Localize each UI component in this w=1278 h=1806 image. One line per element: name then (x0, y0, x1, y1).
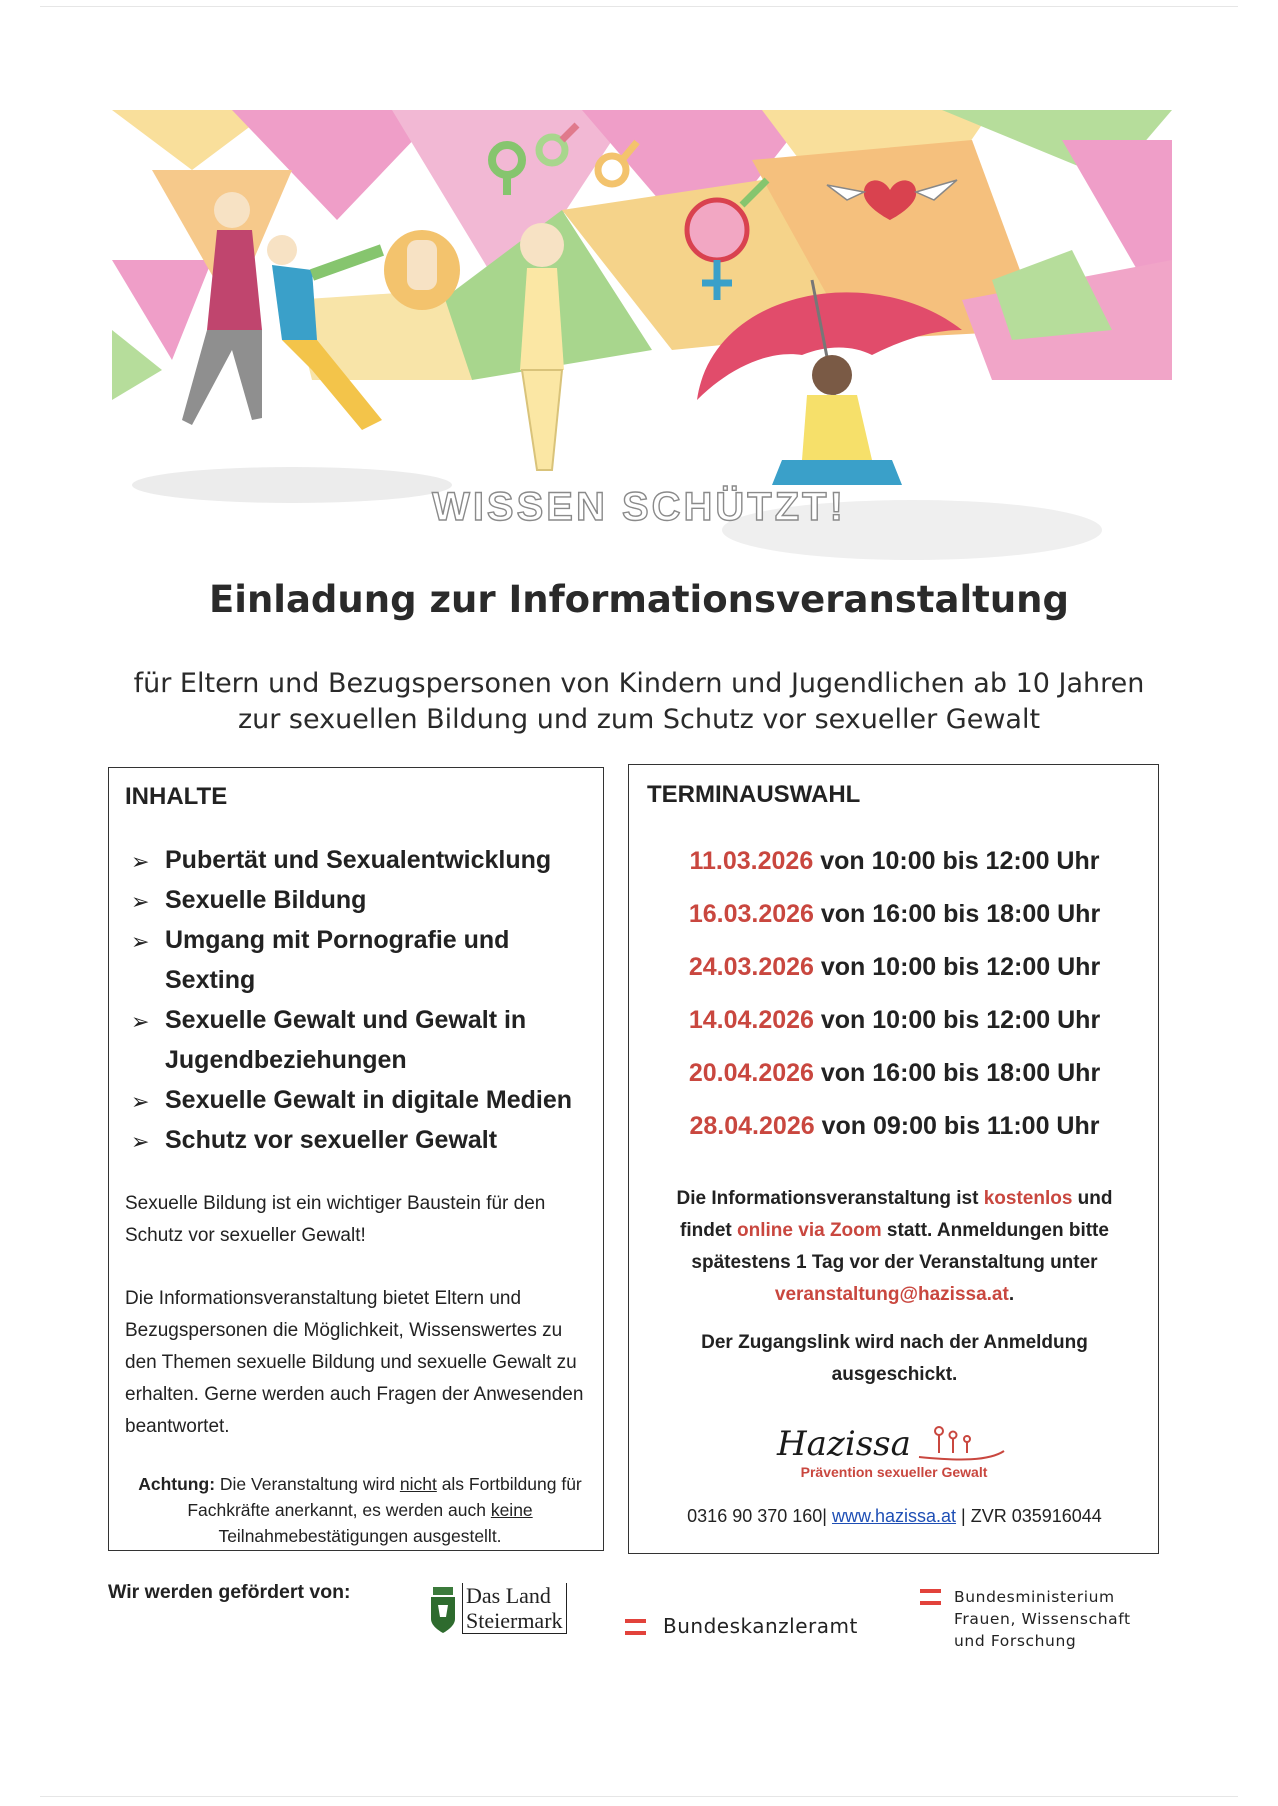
page-title: Einladung zur Informationsveranstaltung (208, 578, 1069, 621)
ministry-line-1: Bundesministerium (954, 1588, 1115, 1606)
notice-nicht: nicht (399, 1474, 437, 1494)
steiermark-crest-icon (428, 1587, 458, 1635)
topic-item: ➢ Sexuelle Gewalt in digitale Medien (125, 1080, 595, 1120)
phone-number: 0316 90 370 160| (687, 1506, 827, 1526)
email-address[interactable]: veranstaltung@hazissa.at (774, 1284, 1009, 1305)
notice-text: Achtung: Die Veranstaltung wird nicht als Fortbildung für Fachkräfte anerkannt, es werden auch keine Teilnahmebestätigungen ausgestellt. (138, 1474, 582, 1546)
terminauswahl-heading: TERMINAUSWAHL (647, 781, 861, 808)
date-list (629, 835, 1160, 1153)
ministry-line-3: und Forschung (954, 1632, 1077, 1650)
event-description: Die Informationsveranstaltung bietet Eltern und Bezugspersonen die Möglichkeit, Wissenswertes zu den Themen sexuelle Bildung und sexuelle Gewalt zu erhalten. Gerne werden auch Fragen der Anwesenden beantwortet. (125, 1288, 584, 1437)
zvr-number: | ZVR 035916044 (956, 1506, 1102, 1526)
inhalte-box (108, 767, 604, 1551)
page-bottom-border (40, 1796, 1238, 1797)
austria-flag-icon (920, 1589, 941, 1603)
arrow-bullet-icon: ➢ (131, 1129, 150, 1154)
date-item: 16.03.2026 von 16:00 bis 18:00 Uhr (688, 900, 1101, 928)
date-item: 24.03.2026 von 10:00 bis 12:00 Uhr (688, 953, 1101, 981)
bundeskanzleramt-logo (625, 1614, 858, 1638)
registration-info: Die Informationsveranstaltung ist kostenlos und findet online via Zoom statt. Anmeldungen bitte spätestens 1 Tag vor der Veranstaltung unter veranstaltung@hazissa.at. (676, 1188, 1113, 1305)
sponsors-label: Wir werden gefördert von: (108, 1581, 351, 1603)
bundesministerium-logo (920, 1586, 1131, 1652)
subtitle-line-1: für Eltern und Bezugspersonen von Kindern und Jugendlichen ab 10 Jahren (133, 668, 1145, 699)
date-item: 28.04.2026 von 09:00 bis 11:00 Uhr (689, 1112, 1100, 1140)
hazissa-wordmark: Hazissa (777, 1424, 911, 1464)
steiermark-line-1: Das Land (466, 1583, 551, 1608)
notice-prefix: Achtung: (138, 1474, 216, 1494)
topic-item: ➢ Sexuelle Bildung (125, 880, 595, 920)
arrow-bullet-icon: ➢ (131, 889, 150, 914)
topic-item: ➢ Umgang mit Pornografie und Sexting (125, 920, 595, 1000)
kostenlos-highlight: kostenlos (983, 1188, 1073, 1209)
bildung-statement: Sexuelle Bildung ist ein wichtiger Baustein für den Schutz vor sexueller Gewalt! (125, 1193, 546, 1246)
bundeskanzleramt-name: Bundeskanzleramt (663, 1614, 858, 1638)
topic-item: ➢ Sexuelle Gewalt und Gewalt in Jugendbeziehungen (125, 1000, 595, 1080)
steiermark-logo (428, 1583, 568, 1639)
date-item: 14.04.2026 von 10:00 bis 12:00 Uhr (688, 1006, 1101, 1034)
page-top-border (40, 6, 1238, 7)
date-item: 11.03.2026 von 10:00 bis 12:00 Uhr (689, 847, 1100, 875)
hazissa-tagline: Prävention sexueller Gewalt (800, 1464, 988, 1480)
arrow-bullet-icon: ➢ (131, 1089, 150, 1114)
arrow-bullet-icon: ➢ (131, 1009, 150, 1034)
topic-item: ➢ Schutz vor sexueller Gewalt (125, 1120, 595, 1160)
page-subtitle (0, 666, 1278, 738)
website-link[interactable]: www.hazissa.at (831, 1506, 957, 1526)
online-zoom-highlight: online via Zoom (737, 1220, 882, 1241)
notice-keine: keine (490, 1500, 533, 1520)
steiermark-line-2: Steiermark (466, 1608, 563, 1633)
arrow-bullet-icon: ➢ (131, 849, 150, 874)
date-item: 20.04.2026 von 16:00 bis 18:00 Uhr (688, 1059, 1101, 1087)
tagline-wissen-schuetzt: WISSEN SCHÜTZT! (432, 485, 846, 529)
austria-flag-icon (625, 1619, 646, 1633)
hazissa-logo (769, 1417, 1019, 1483)
hazissa-figures-icon (919, 1427, 1004, 1459)
contact-line (629, 1506, 1160, 1527)
access-link-note: Der Zugangslink wird nach der Anmeldung ausgeschickt. (701, 1332, 1088, 1385)
arrow-bullet-icon: ➢ (131, 929, 150, 954)
topic-list (125, 840, 595, 1160)
inhalte-heading: INHALTE (125, 783, 228, 810)
ministry-line-2: Frauen, Wissenschaft (954, 1610, 1131, 1628)
topic-item: ➢ Pubertät und Sexualentwicklung (125, 840, 595, 880)
subtitle-line-2: zur sexuellen Bildung und zum Schutz vor sexueller Gewalt (237, 704, 1041, 735)
terminauswahl-box (628, 764, 1159, 1554)
